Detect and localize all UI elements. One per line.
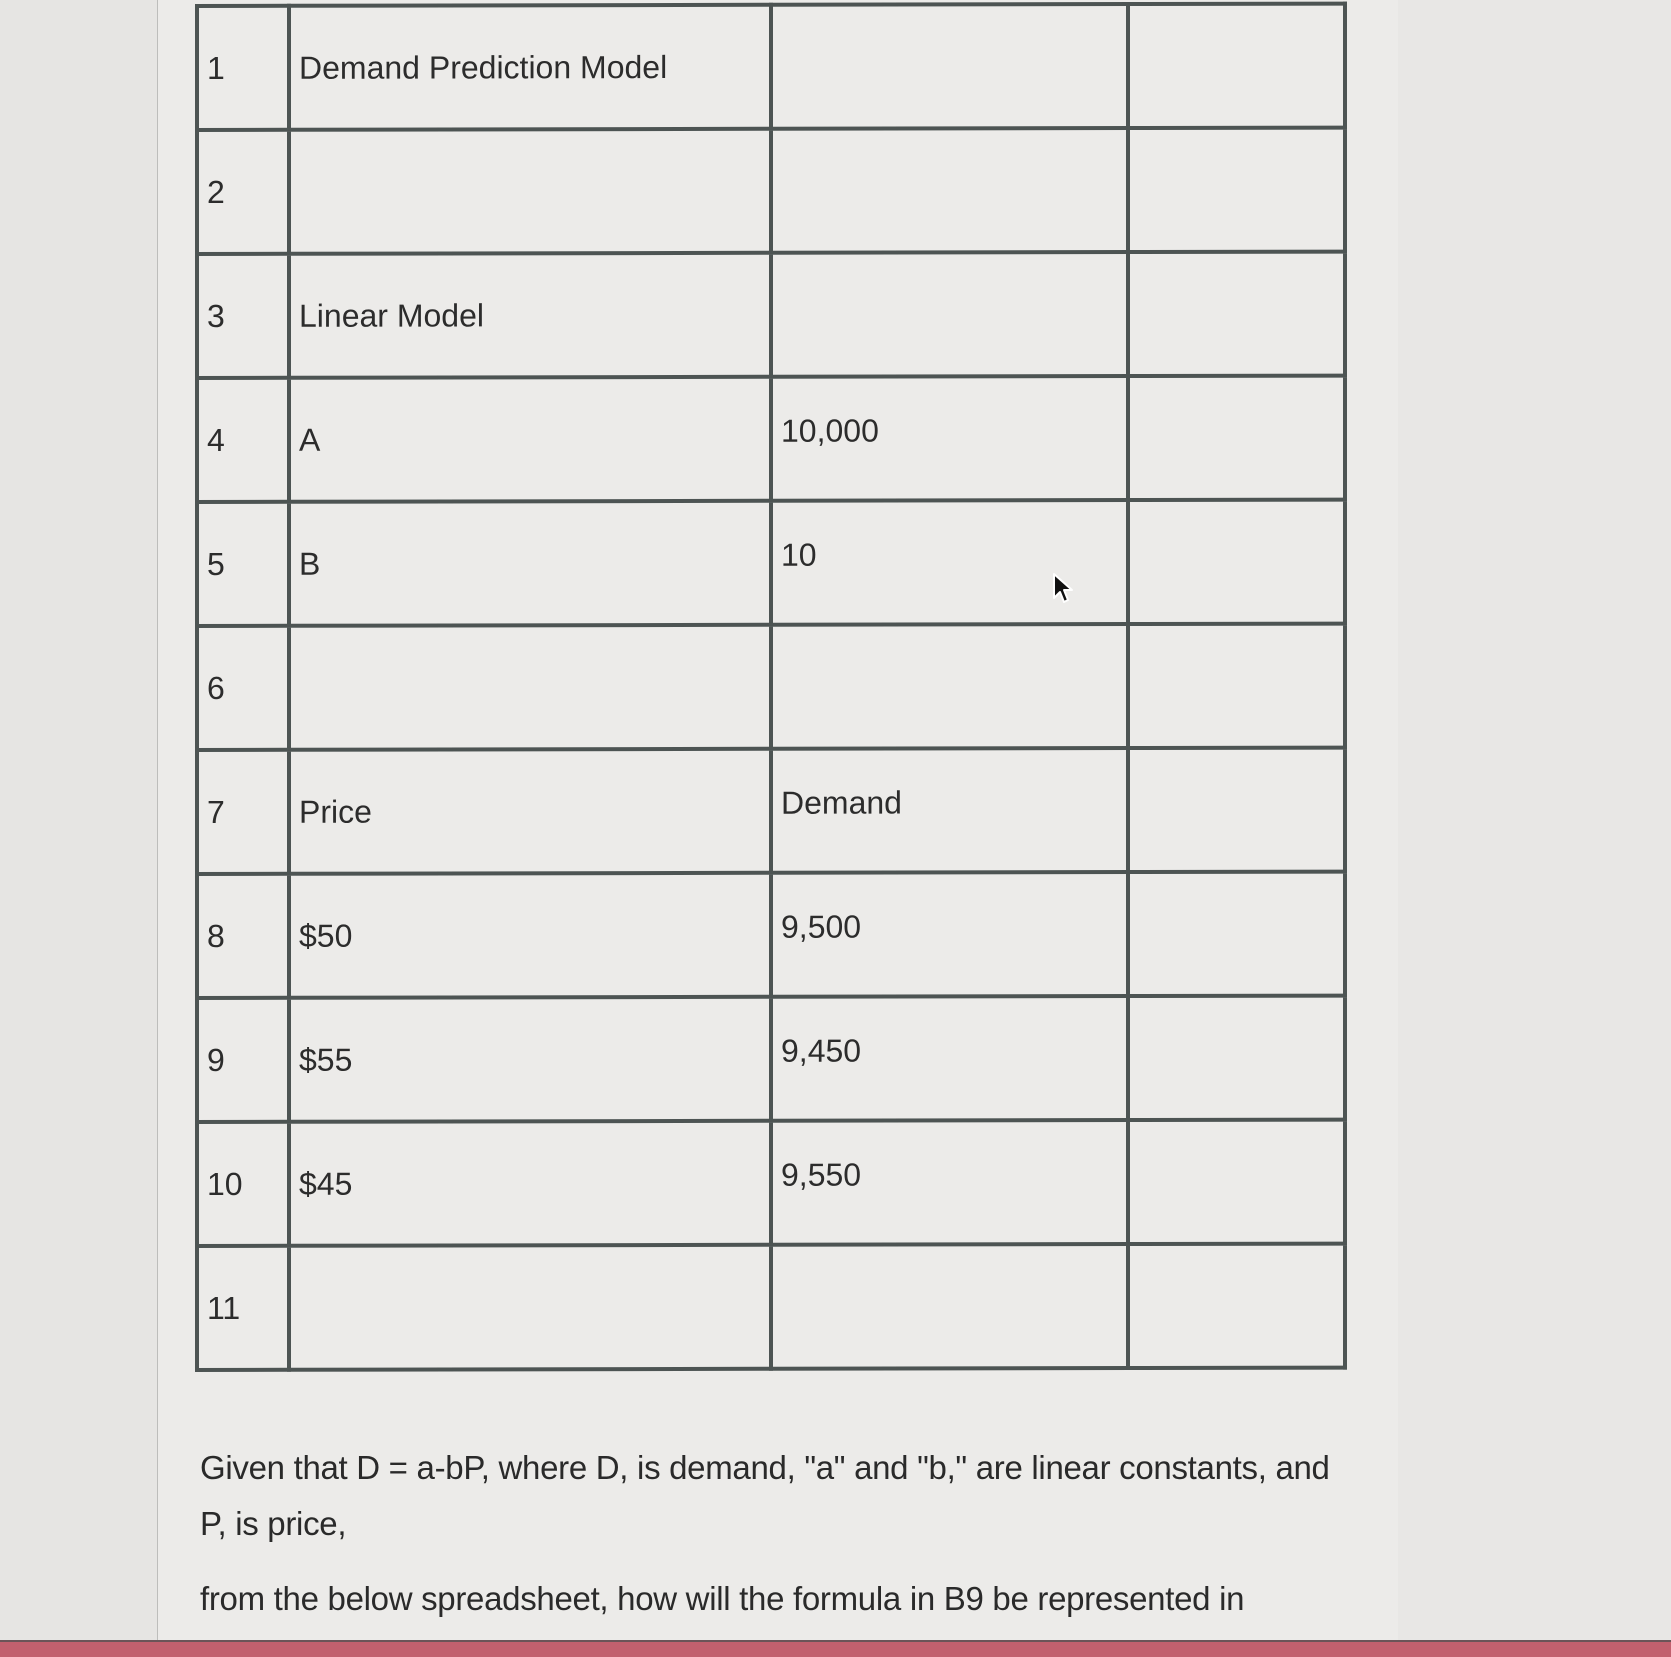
row-number: 6 bbox=[197, 626, 289, 750]
table-row bbox=[197, 624, 1345, 750]
cell-value: 9,450 bbox=[781, 1032, 862, 1069]
left-gutter bbox=[0, 0, 157, 1640]
cell-a8[interactable]: $50 bbox=[289, 873, 771, 998]
cell-b5[interactable] bbox=[771, 500, 1128, 625]
cell-b3[interactable] bbox=[771, 252, 1128, 377]
table-row bbox=[197, 128, 1345, 254]
row-number: 7 bbox=[197, 750, 289, 874]
cell-c10[interactable] bbox=[1128, 1120, 1345, 1244]
cell-b11[interactable] bbox=[771, 1244, 1128, 1369]
cell-b8[interactable] bbox=[771, 872, 1128, 997]
row-number: 8 bbox=[197, 874, 289, 998]
cell-value: 9,550 bbox=[781, 1156, 862, 1193]
row-number: 2 bbox=[197, 130, 289, 254]
cell-b2[interactable] bbox=[771, 128, 1128, 253]
table-row bbox=[197, 376, 1345, 502]
cell-a3[interactable]: Linear Model bbox=[289, 253, 771, 378]
cell-c1[interactable] bbox=[1128, 4, 1345, 128]
cell-value: 9,500 bbox=[781, 908, 862, 945]
cell-c4[interactable] bbox=[1128, 376, 1345, 500]
cell-value: Demand bbox=[781, 784, 902, 821]
cell-a6[interactable] bbox=[289, 625, 771, 750]
row-number: 5 bbox=[197, 502, 289, 626]
cell-b9[interactable] bbox=[771, 996, 1128, 1121]
table-row bbox=[197, 252, 1345, 378]
cell-value: 10,000 bbox=[781, 412, 879, 449]
cell-a4[interactable]: A bbox=[289, 377, 771, 502]
cell-b4[interactable] bbox=[771, 376, 1128, 501]
cell-c6[interactable] bbox=[1128, 624, 1345, 748]
table-row bbox=[197, 500, 1345, 626]
cell-c2[interactable] bbox=[1128, 128, 1345, 252]
cell-a2[interactable] bbox=[289, 129, 771, 254]
question-text-line2: from the below spreadsheet, how will the formula in B9 be represented in bbox=[200, 1580, 1245, 1617]
row-number: 10 bbox=[197, 1122, 289, 1246]
row-number: 4 bbox=[197, 378, 289, 502]
right-gutter bbox=[1398, 0, 1671, 1640]
cell-a11[interactable] bbox=[289, 1245, 771, 1370]
cell-c7[interactable] bbox=[1128, 748, 1345, 872]
cell-b1[interactable] bbox=[771, 4, 1128, 129]
cell-b6[interactable] bbox=[771, 624, 1128, 749]
cell-b7[interactable] bbox=[771, 748, 1128, 873]
cell-c8[interactable] bbox=[1128, 872, 1345, 996]
table-row bbox=[197, 4, 1345, 130]
cell-c11[interactable] bbox=[1128, 1244, 1345, 1368]
table-row bbox=[197, 748, 1345, 874]
row-number: 9 bbox=[197, 998, 289, 1122]
spreadsheet-table bbox=[195, 2, 1347, 1372]
cell-a10[interactable]: $45 bbox=[289, 1121, 771, 1246]
cell-a5[interactable]: B bbox=[289, 501, 771, 626]
bottom-taskbar-strip bbox=[0, 1640, 1671, 1657]
cell-a9[interactable]: $55 bbox=[289, 997, 771, 1122]
row-number: 11 bbox=[197, 1246, 289, 1370]
row-number: 3 bbox=[197, 254, 289, 378]
cell-a7[interactable]: Price bbox=[289, 749, 771, 874]
table-row bbox=[197, 1120, 1345, 1246]
cell-a1[interactable]: Demand Prediction Model bbox=[289, 5, 771, 130]
table-row bbox=[197, 1244, 1345, 1370]
cell-b10[interactable] bbox=[771, 1120, 1128, 1245]
cell-c3[interactable] bbox=[1128, 252, 1345, 376]
row-number: 1 bbox=[197, 6, 289, 130]
table-row bbox=[197, 996, 1345, 1122]
mouse-pointer-icon bbox=[1052, 572, 1074, 606]
cell-c5[interactable] bbox=[1128, 500, 1345, 624]
question-text-line1: Given that D = a-bP, where D, is demand, "a" and "b," are linear constants, and P, is price, bbox=[200, 1449, 1330, 1542]
table-row bbox=[197, 872, 1345, 998]
cell-c9[interactable] bbox=[1128, 996, 1345, 1120]
cell-value: 10 bbox=[781, 536, 817, 573]
